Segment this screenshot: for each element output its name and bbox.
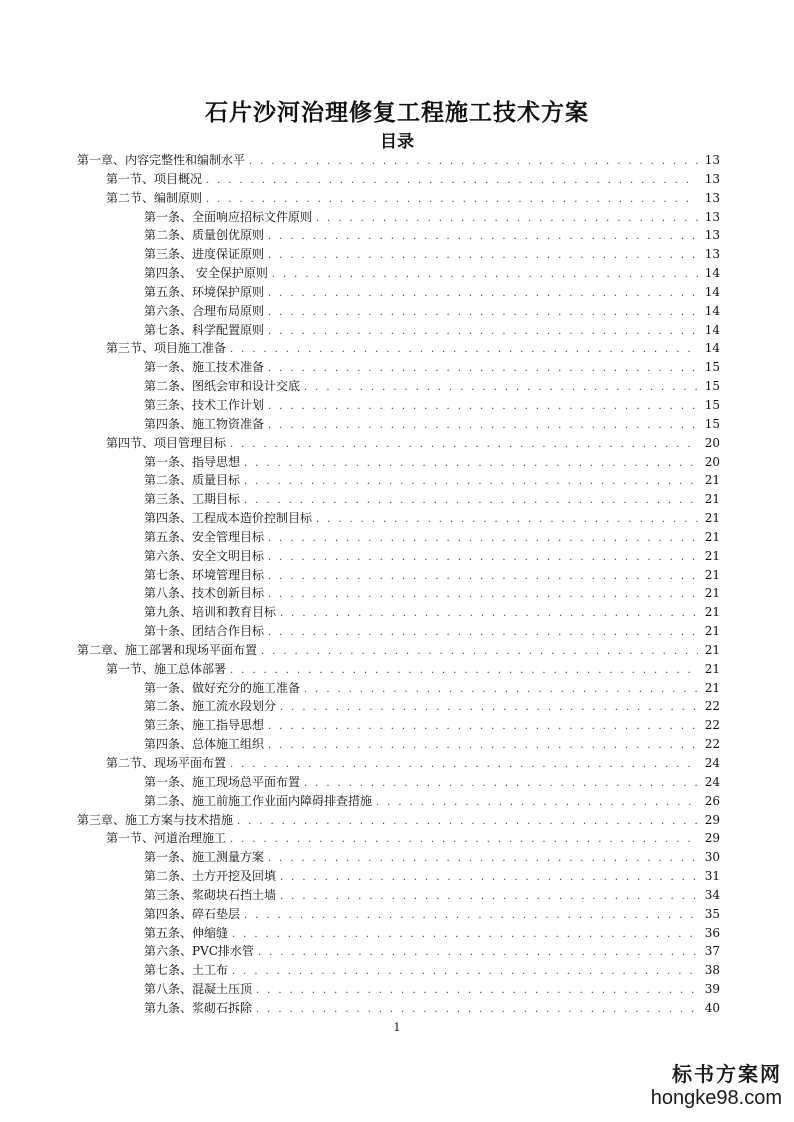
toc-entry-page: 36 <box>704 925 720 940</box>
toc-entry-label: 第五条、安全管理目标 <box>144 529 265 544</box>
toc-entry-page: 21 <box>704 642 720 657</box>
toc-entry-label: 第四节、项目管理目标 <box>106 435 227 450</box>
toc-entry-label: 第二条、质量目标 <box>144 473 241 488</box>
toc-entry[interactable] <box>77 396 720 415</box>
toc-leader-dots <box>268 530 698 549</box>
toc-entry-label: 第二条、图纸会审和设计交底 <box>144 379 301 394</box>
toc-entry[interactable] <box>77 603 720 622</box>
toc-leader-dots <box>268 586 698 605</box>
toc-entry-page: 21 <box>704 586 720 601</box>
page-number: 1 <box>393 1021 401 1034</box>
toc-entry[interactable] <box>77 905 720 924</box>
toc-leader-dots <box>244 455 698 474</box>
toc-entry-page: 22 <box>704 737 720 752</box>
toc-leader-dots <box>376 794 698 813</box>
toc-entry[interactable] <box>77 697 720 716</box>
toc-entry-page: 13 <box>704 228 720 243</box>
toc-leader-dots <box>268 398 698 417</box>
toc-leader-dots <box>280 888 698 907</box>
toc-entry-label: 第六条、安全文明目标 <box>144 548 265 563</box>
toc-entry[interactable] <box>77 509 720 528</box>
toc-entry-page: 14 <box>704 266 720 281</box>
toc-entry-page: 13 <box>704 190 720 205</box>
toc-entry-label: 第一条、施工现场总平面布置 <box>144 774 301 789</box>
toc-entry-page: 21 <box>704 473 720 488</box>
toc-entry-page: 21 <box>704 605 720 620</box>
toc-entry[interactable] <box>77 528 720 547</box>
toc-entry-page: 13 <box>704 171 720 186</box>
toc-entry-label: 第一章、内容完整性和编制水平 <box>77 153 246 167</box>
toc-entry-label: 第八条、技术创新目标 <box>144 586 265 601</box>
toc-entry[interactable] <box>77 622 720 641</box>
toc-leader-dots <box>256 982 698 1001</box>
toc-entry[interactable] <box>77 170 720 189</box>
toc-leader-dots <box>244 492 698 511</box>
toc-leader-dots <box>268 323 698 342</box>
toc-entry-page: 21 <box>704 661 720 676</box>
toc-entry-label: 第一条、指导思想 <box>144 454 241 469</box>
toc-leader-dots <box>268 247 698 266</box>
toc-entry[interactable] <box>77 453 720 472</box>
toc-entry-page: 13 <box>704 209 720 224</box>
document-title: 石片沙河治理修复工程施工技术方案 <box>205 99 589 126</box>
toc-entry-label: 第七条、土工布 <box>144 963 229 978</box>
toc-entry-label: 第二章、施工部署和现场平面布置 <box>77 642 258 657</box>
toc-entry-label: 第八条、混凝土压顶 <box>144 982 253 997</box>
toc-leader-dots <box>268 549 698 568</box>
toc-entry-label: 第九条、培训和教育目标 <box>144 605 277 620</box>
toc-entry-page: 22 <box>704 718 720 733</box>
toc-entry[interactable] <box>77 754 720 773</box>
toc-heading: 目录 <box>380 132 414 152</box>
toc-leader-dots <box>244 907 698 926</box>
toc-entry-page: 26 <box>704 793 720 808</box>
toc-entry[interactable] <box>77 679 720 698</box>
toc-entry-page: 14 <box>704 322 720 337</box>
toc-leader-dots <box>268 228 698 247</box>
toc-entry[interactable] <box>77 208 720 227</box>
toc-entry-page: 24 <box>704 756 720 770</box>
toc-leader-dots <box>304 681 698 700</box>
toc-entry-page: 15 <box>704 416 720 431</box>
toc-entry-page: 31 <box>704 869 720 884</box>
toc-entry[interactable] <box>77 283 720 302</box>
toc-entry[interactable] <box>77 566 720 585</box>
toc-entry[interactable] <box>77 942 720 961</box>
toc-leader-dots <box>304 379 698 398</box>
toc-leader-dots <box>261 643 698 662</box>
toc-entry-label: 第四条、 安全保护原则 <box>144 266 268 281</box>
toc-leader-dots <box>316 210 698 229</box>
toc-leader-dots <box>272 266 698 285</box>
toc-entry-page: 20 <box>704 435 720 450</box>
toc-entry[interactable] <box>77 792 720 811</box>
toc-entry[interactable] <box>77 226 720 245</box>
toc-leader-dots <box>230 436 698 455</box>
toc-entry-label: 第七条、科学配置原则 <box>144 322 265 337</box>
toc-leader-dots <box>244 473 698 492</box>
toc-leader-dots <box>256 1001 698 1020</box>
toc-entry-label: 第二条、质量创优原则 <box>144 228 265 243</box>
toc-leader-dots <box>316 511 698 530</box>
toc-entry-page: 15 <box>704 379 720 394</box>
toc-entry-label: 第一条、施工技术准备 <box>144 360 265 375</box>
toc-entry-label: 第九条、浆砌石拆除 <box>144 1000 253 1015</box>
toc-entry-page: 14 <box>704 303 720 318</box>
toc-entry-label: 第一节、施工总体部署 <box>106 661 227 676</box>
toc-leader-dots <box>268 568 698 587</box>
toc-leader-dots <box>268 737 698 756</box>
toc-entry-page: 21 <box>704 492 720 507</box>
toc-entry-label: 第四条、工程成本造价控制目标 <box>144 511 313 526</box>
toc-entry-page: 38 <box>704 963 720 978</box>
toc-entry[interactable] <box>77 848 720 867</box>
toc-entry-page: 14 <box>704 284 720 299</box>
toc-entry-page: 20 <box>704 454 720 469</box>
toc-leader-dots <box>249 153 698 172</box>
toc-leader-dots <box>258 944 698 963</box>
toc-entry-label: 第三节、项目施工准备 <box>106 341 227 356</box>
toc-entry-page: 13 <box>704 153 720 167</box>
toc-entry-page: 13 <box>704 247 720 262</box>
toc-entry[interactable] <box>77 471 720 490</box>
toc-leader-dots <box>206 172 698 191</box>
toc-entry-label: 第三条、浆砌块石挡土墙 <box>144 887 277 902</box>
toc-entry[interactable] <box>77 415 720 434</box>
watermark <box>651 1058 782 1110</box>
toc-leader-dots <box>232 963 698 982</box>
toc-entry-label: 第二条、施工流水段划分 <box>144 699 277 714</box>
toc-entry-page: 15 <box>704 397 720 412</box>
toc-entry-label: 第四条、碎石垫层 <box>144 906 241 921</box>
watermark-brand: 标书方案网 <box>672 1062 782 1086</box>
toc-entry-page: 34 <box>704 887 720 902</box>
toc-leader-dots <box>268 285 698 304</box>
toc-entry-page: 35 <box>704 906 720 921</box>
toc-entry-label: 第一节、项目概况 <box>106 171 203 186</box>
toc-entry[interactable] <box>77 924 720 943</box>
toc-entry[interactable] <box>77 999 720 1018</box>
toc-leader-dots <box>230 756 698 775</box>
toc-entry[interactable] <box>77 867 720 886</box>
toc-entry-label: 第一条、做好充分的施工准备 <box>144 680 301 695</box>
toc-leader-dots <box>237 813 698 832</box>
toc-leader-dots <box>268 624 698 643</box>
toc-entry-page: 40 <box>704 1000 720 1015</box>
toc-entry-page: 15 <box>704 360 720 375</box>
toc-entry[interactable] <box>77 490 720 509</box>
toc-entry[interactable] <box>77 245 720 264</box>
toc-entry-label: 第三章、施工方案与技术措施 <box>77 812 234 827</box>
toc-entry-label: 第四条、施工物资准备 <box>144 416 265 431</box>
toc-entry-label: 第六条、PVC排水管 <box>144 944 254 959</box>
toc-leader-dots <box>230 341 698 360</box>
toc-leader-dots <box>232 926 698 945</box>
toc-leader-dots <box>230 831 698 850</box>
toc-entry-page: 29 <box>704 831 720 846</box>
toc-entry-label: 第十条、团结合作目标 <box>144 624 265 639</box>
toc-entry[interactable] <box>77 735 720 754</box>
toc-entry[interactable] <box>77 829 720 848</box>
toc-entry-page: 21 <box>704 529 720 544</box>
toc-entry-page: 14 <box>704 341 720 356</box>
toc-entry-page: 30 <box>704 850 720 865</box>
toc-entry-page: 29 <box>704 812 720 827</box>
toc-entry[interactable] <box>77 358 720 377</box>
toc-entry-label: 第四条、总体施工组织 <box>144 737 265 752</box>
toc-entry[interactable] <box>77 377 720 396</box>
toc-entry[interactable] <box>77 434 720 453</box>
toc-entry[interactable] <box>77 584 720 603</box>
toc-entry-page: 39 <box>704 982 720 997</box>
toc-leader-dots <box>230 662 698 681</box>
toc-entry-label: 第二节、编制原则 <box>106 190 203 205</box>
toc-entry[interactable] <box>77 980 720 999</box>
toc-entry-page: 21 <box>704 548 720 563</box>
table-of-contents <box>77 151 720 1018</box>
toc-entry-label: 第六条、合理布局原则 <box>144 303 265 318</box>
toc-entry-label: 第五条、伸缩缝 <box>144 925 229 940</box>
toc-leader-dots <box>268 417 698 436</box>
toc-entry[interactable] <box>77 660 720 679</box>
toc-entry-label: 第一条、全面响应招标文件原则 <box>144 209 313 224</box>
toc-leader-dots <box>268 360 698 379</box>
toc-entry-label: 第二条、施工前施工作业面内障碍排查措施 <box>144 793 373 808</box>
toc-leader-dots <box>280 699 698 718</box>
toc-entry-page: 22 <box>704 699 720 714</box>
toc-entry-label: 第二节、现场平面布置 <box>106 756 227 770</box>
watermark-url: hongke98.com <box>650 1087 782 1109</box>
toc-entry-label: 第三条、工期目标 <box>144 492 241 507</box>
toc-leader-dots <box>280 869 698 888</box>
toc-entry[interactable] <box>77 302 720 321</box>
toc-leader-dots <box>280 605 698 624</box>
toc-entry-page: 21 <box>704 567 720 582</box>
toc-entry[interactable] <box>77 321 720 340</box>
toc-entry-label: 第三条、技术工作计划 <box>144 397 265 412</box>
toc-entry-label: 第二条、土方开挖及回填 <box>144 869 277 884</box>
toc-leader-dots <box>268 304 698 323</box>
toc-entry[interactable] <box>77 773 720 792</box>
toc-leader-dots <box>268 850 698 869</box>
toc-entry[interactable] <box>77 716 720 735</box>
toc-entry[interactable] <box>77 886 720 905</box>
toc-entry[interactable] <box>77 151 720 170</box>
toc-entry-label: 第七条、环境管理目标 <box>144 567 265 582</box>
toc-entry-page: 21 <box>704 680 720 695</box>
toc-entry-page: 37 <box>704 944 720 959</box>
toc-leader-dots <box>268 718 698 737</box>
toc-entry-label: 第一节、河道治理施工 <box>106 831 227 846</box>
toc-entry[interactable] <box>77 189 720 208</box>
toc-entry-page: 24 <box>704 774 720 789</box>
toc-entry-label: 第三条、施工指导思想 <box>144 718 265 733</box>
toc-entry-label: 第三条、进度保证原则 <box>144 247 265 262</box>
toc-entry[interactable] <box>77 961 720 980</box>
toc-entry-page: 21 <box>704 624 720 639</box>
toc-entry[interactable] <box>77 641 720 660</box>
toc-entry-label: 第一条、施工测量方案 <box>144 850 265 865</box>
toc-entry[interactable] <box>77 811 720 830</box>
toc-entry-label: 第五条、环境保护原则 <box>144 284 265 299</box>
toc-entry-page: 21 <box>704 511 720 526</box>
toc-entry[interactable] <box>77 264 720 283</box>
toc-entry[interactable] <box>77 339 720 358</box>
toc-entry[interactable] <box>77 547 720 566</box>
